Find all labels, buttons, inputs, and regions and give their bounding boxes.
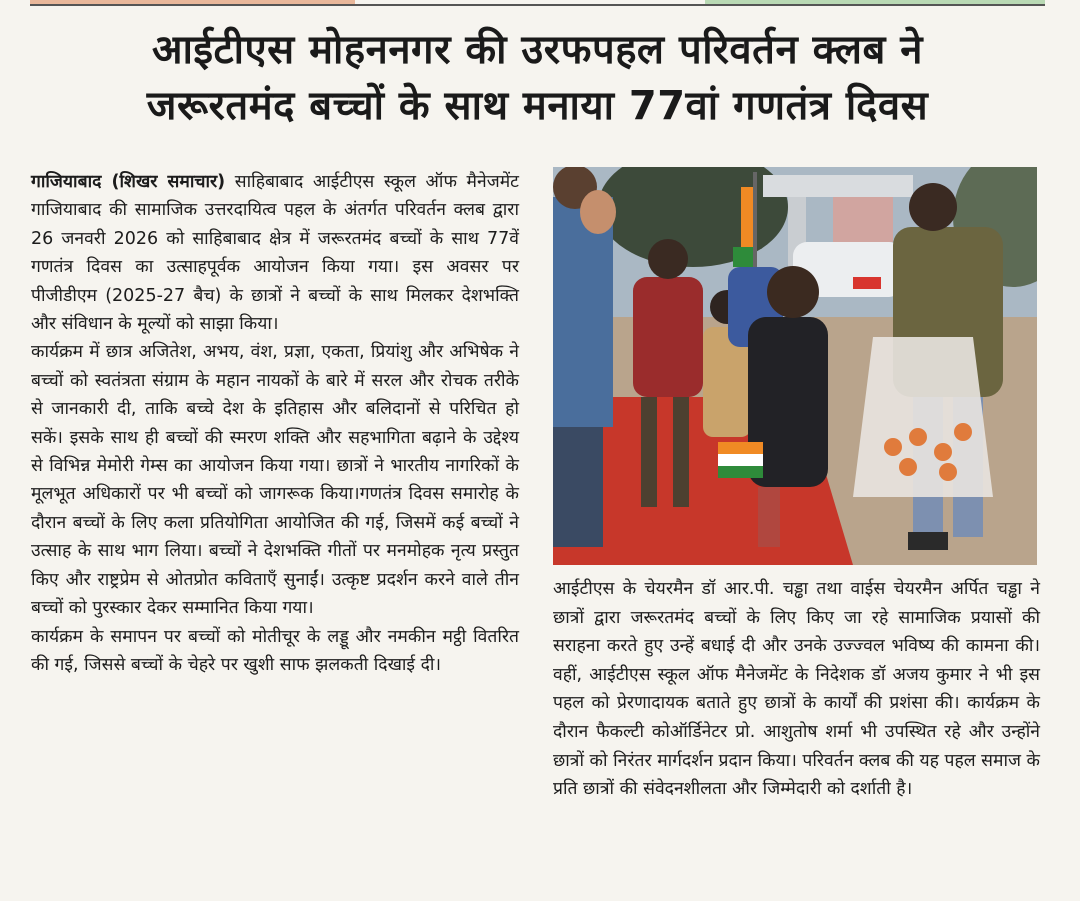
article-headline (30, 22, 1045, 134)
photo-man-right-shoe (908, 532, 948, 550)
photo-laddu-2 (909, 428, 927, 446)
photo-child-black-head (767, 266, 819, 318)
photo-laddu-5 (899, 458, 917, 476)
photo-small-flag-saffron (718, 442, 763, 454)
photo-small-flag-green (718, 466, 763, 478)
headline-line-1: आईटीएस मोहननगर की उरफपहल परिवर्तन क्लब ने (152, 27, 923, 73)
photo-man-right-head (909, 183, 957, 231)
photo-flag-saffron (741, 187, 753, 247)
top-divider-line (30, 4, 1045, 6)
photo-laddu-6 (939, 463, 957, 481)
news-photo (553, 167, 1037, 565)
article-right-column (553, 575, 1040, 804)
photo-flag-green (733, 247, 753, 267)
photo-flag-pole (753, 172, 757, 272)
photo-laddu-1 (884, 438, 902, 456)
article-paragraph-4: आईटीएस के चेयरमैन डॉ आर.पी. चड्ढा तथा वाईस चेयरमैन अर्पित चड्ढा ने छात्रों द्वारा जरूरतमंद बच्चों के लिए किए जा रहे सामाजिक प्रयासों की सराहना करते हुए उन्हें बधाई दी और उनके उज्ज्वल भविष्य की कामना की। वहीं, आईटीएस स्कूल ऑफ मैनेजमेंट के निदेशक डॉ अजय कुमार ने भी इस पहल को प्रेरणादायक बताते हुए छात्रों के कार्यों की प्रशंसा की। कार्यक्रम के दौरान फैकल्टी कोऑर्डिनेटर प्रो. आशुतोष शर्मा भी उपस्थित रहे और उन्होंने छात्रों को निरंतर मार्गदर्शन प्रदान किया। परिवर्तन क्लब की यह पहल समाज के प्रति छात्रों की संवेदनशीलता और जिम्मेदारी को दर्शाती है। (553, 579, 1040, 800)
photo-laddu-4 (954, 423, 972, 441)
article-paragraph-3: कार्यक्रम के समापन पर बच्चों को मोतीचूर के लड्डू और नमकीन मट्ठी वितरित की गई, जिससे बच्चों के चेहरे पर खुशी साफ झलकती दिखाई दी। (31, 626, 519, 675)
photo-child-red-jacket (633, 277, 703, 397)
photo-child-red-head (648, 239, 688, 279)
photo-person-left-hand (580, 190, 616, 234)
paragraph-1-text: साहिबाबाद आईटीएस स्कूल ऑफ मैनेजमेंट गाजियाबाद की सामाजिक उत्तरदायित्व पहल के अंतर्गत परिवर्तन क्लब द्वारा 26 जनवरी 2026 को साहिबाबाद क्षेत्र में जरूरतमंद बच्चों के साथ 77वें गणतंत्र दिवस का उत्साहपूर्वक आयोजन किया गया। इस अवसर पर पीजीडीएम (2025-27 बैच) के छात्रों ने बच्चों के साथ मिलकर देशभक्ति और संविधान के मूल्यों को साझा किया। (31, 172, 519, 335)
photo-building (833, 197, 893, 242)
photo-car-taillight (853, 277, 881, 289)
photo-laddu-3 (934, 443, 952, 461)
photo-person-left-legs (553, 427, 603, 547)
photo-child-black-leg (758, 487, 780, 547)
photo-child-red-leg-l (641, 397, 657, 507)
photo-canopy (763, 175, 913, 197)
article-left-column (31, 168, 519, 679)
dateline: गाजियाबाद (शिखर समाचार) (31, 172, 226, 192)
photo-sweets-bag (853, 337, 993, 497)
article-paragraph-1 (31, 168, 519, 338)
article-paragraph-2: कार्यक्रम में छात्र अजितेश, अभय, वंश, प्रज्ञा, एकता, प्रियांशु और अभिषेक ने बच्चों को स्वतंत्रता संग्राम के महान नायकों के बारे में सरल और रोचक तरीके से जानकारी दी, ताकि बच्चे देश के इतिहास और बलिदानों से परिचित हो सकें। इसके साथ ही बच्चों की स्मरण शक्ति और सहभागिता बढ़ाने के उद्देश्य से विभिन्न मेमोरी गेम्स का आयोजन किया गया। छात्रों ने भारतीय नागरिकों के मूलभूत अधिकारों पर भी बच्चों को जागरूक किया।गणतंत्र दिवस समारोह के दौरान बच्चों के लिए कला प्रतियोगिता आयोजित की गई, जिसमें कई बच्चों ने उत्साह के साथ भाग लिया। बच्चों ने देशभक्ति गीतों पर मनमोहक नृत्य प्रस्तुत किए और राष्ट्रप्रेम से ओतप्रोत कविताएँ सुनाईं। उत्कृष्ट प्रदर्शन करने वाले तीन बच्चों को पुरस्कार देकर सम्मानित किया गया। (31, 342, 519, 619)
headline-line-2: जरूरतमंद बच्चों के साथ मनाया 77वां गणतंत्र दिवस (146, 83, 929, 129)
page-top-rule (0, 0, 1080, 6)
photo-child-red-leg-r (673, 397, 689, 507)
photo-small-flag-white (718, 454, 763, 466)
event-photo-illustration (553, 167, 1037, 565)
